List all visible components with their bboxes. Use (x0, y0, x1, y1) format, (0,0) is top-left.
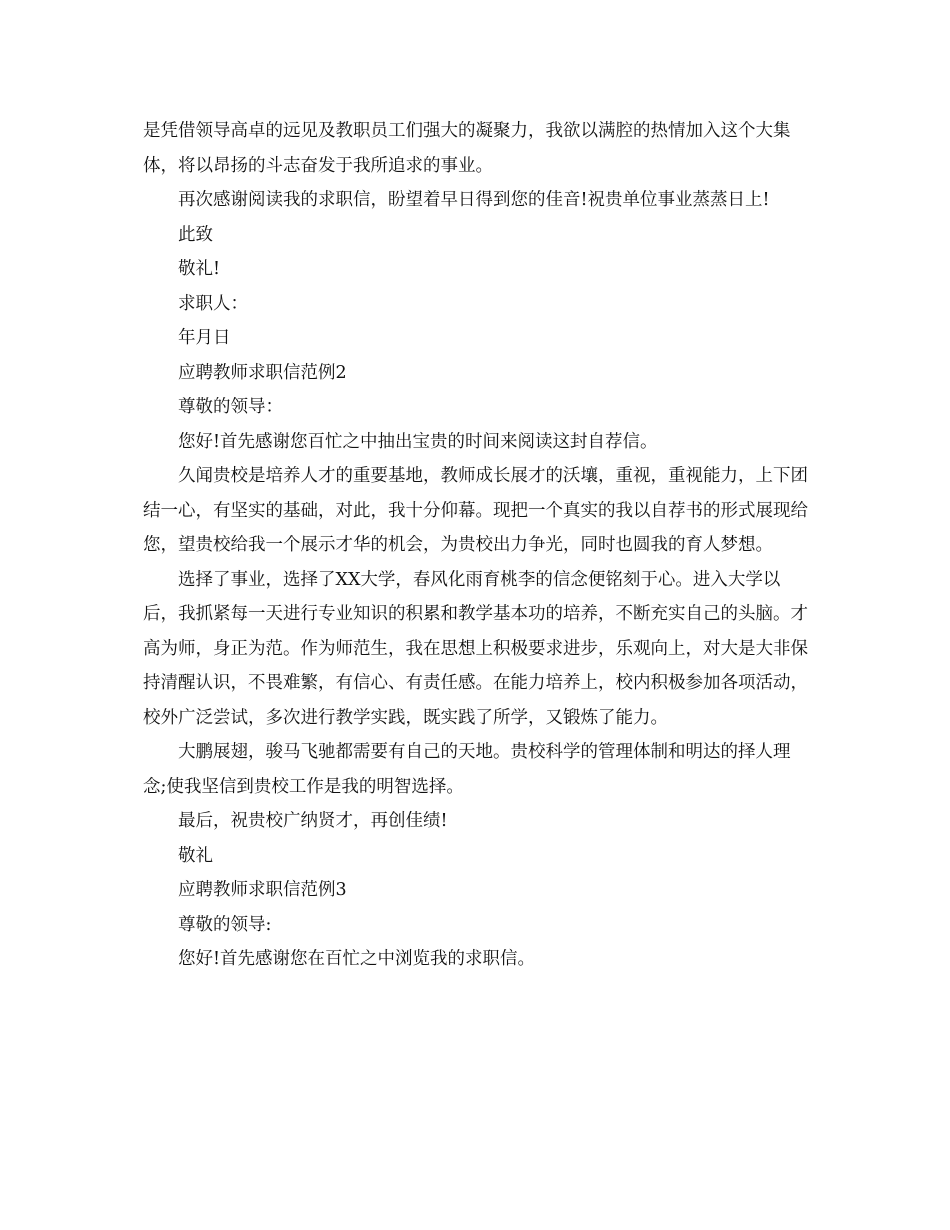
paragraph-school-intro: 久闻贵校是培养人才的重要基地，教师成长展才的沃壤，重视，重视能力，上下团结一心，有坚实的基础，对此，我十分仰幕。现把一个真实的我以自荐书的形式展现给您，望贵校给我一个展示才华的机会，为贵校出力争光，同时也圆我的育人梦想。 (143, 466, 808, 555)
signature-date: 年月日 (178, 328, 231, 348)
paragraph-greeting: 您好!首先感谢您百忙之中抽出宝贵的时间来阅读这封自荐信。 (178, 431, 658, 452)
salutation-2: 尊敬的领导: (178, 914, 272, 935)
paragraph-thanks: 再次感谢阅读我的求职信，盼望着早日得到您的佳音!祝贵单位事业蒸蒸日上! (178, 190, 770, 210)
paragraph-greeting-2: 您好!首先感谢您在百忙之中浏览我的求职信。 (178, 949, 536, 969)
closing-cizhi: 此致 (178, 224, 213, 245)
closing-jingli: 敬礼! (178, 259, 221, 279)
document-body (143, 114, 813, 977)
paragraph-aspiration: 大鹏展翅，骏马飞驰都需要有自己的天地。贵校科学的管理体制和明达的择人理念;使我坚信到贵校工作是我的明智选择。 (143, 742, 791, 797)
salutation: 尊敬的领导： (178, 397, 283, 417)
signature-applicant: 求职人： (178, 293, 248, 314)
section-heading-example-2: 应聘教师求职信范例2 (178, 362, 347, 383)
section-heading-example-3: 应聘教师求职信范例3 (178, 880, 347, 900)
paragraph-career-choice: 选择了事业，选择了XX大学，春风化雨育桃李的信念便铭刻于心。进入大学以后，我抓紧每一天进行专业知识的积累和教学基本功的培养，不断充实自己的头脑。才高为师，身正为范。作为师范生，我在思想上积极要求进步，乐观向上，对大是大非保持清醒认识，不畏难繁，有信心、有责任感。在能力培养上，校内积极参加各项活动，校外广泛尝试，多次进行教学实践，既实践了所学，又锻炼了能力。 (143, 569, 808, 728)
paragraph-continuation: 是凭借领导高卓的远见及教职员工们强大的凝聚力，我欲以满腔的热情加入这个大集体，将以昂扬的斗志奋发于我所追求的事业。 (143, 121, 791, 176)
closing-jingli-2: 敬礼 (178, 845, 213, 866)
paragraph-final-wish: 最后，祝贵校广纳贤才，再创佳绩! (178, 811, 448, 831)
